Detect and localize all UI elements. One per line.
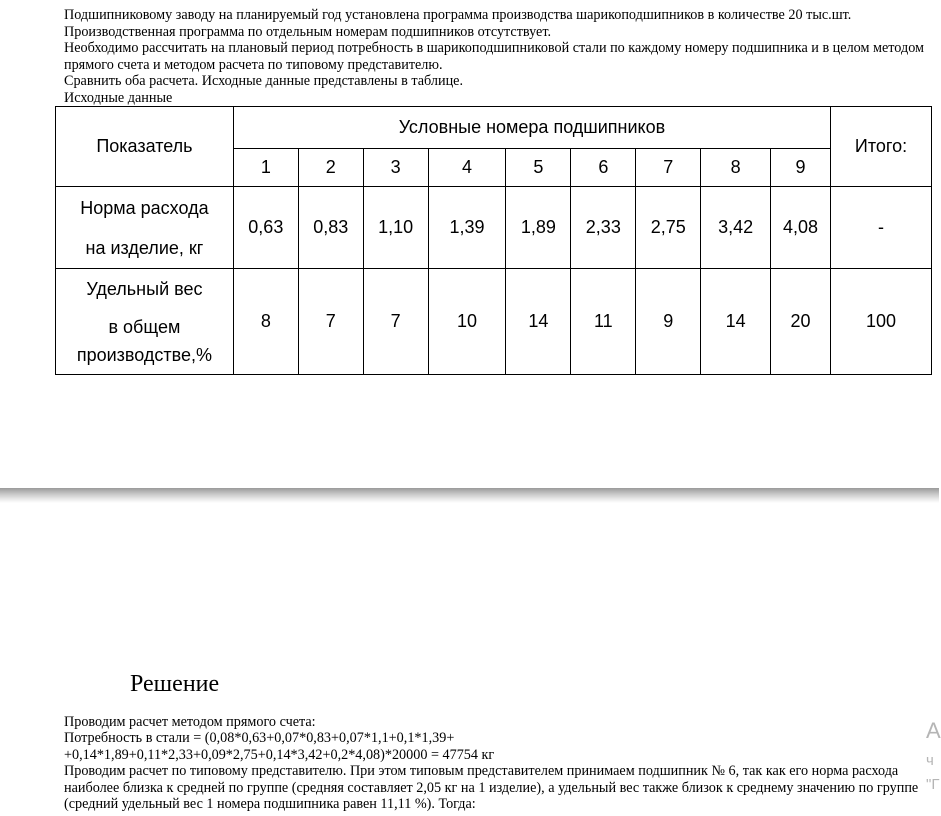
bearing-number: 1 (233, 149, 298, 187)
norm-value: 1,89 (506, 187, 571, 269)
norm-value: 2,33 (571, 187, 636, 269)
bearing-number: 9 (771, 149, 831, 187)
share-label-line: производстве,% (76, 344, 213, 365)
intro-line: Подшипниковому заводу на планируемый год установлена программа производства шарикоподшипников в количестве 20 тыс.шт. (64, 7, 852, 23)
share-value: 10 (428, 269, 506, 375)
share-value: 20 (771, 269, 831, 375)
source-data-table (55, 106, 932, 375)
solution-line: Потребность в стали = (0,08*0,63+0,07*0,83+0,07*1,1+0,1*1,39+ (64, 730, 455, 747)
table-row (56, 269, 932, 375)
table-header-row (56, 107, 932, 149)
norm-row-label (56, 187, 234, 269)
bearing-number: 7 (636, 149, 701, 187)
norm-value: 1,39 (428, 187, 506, 269)
norm-label-line: Норма расхода (80, 197, 209, 218)
intro-line: Производственная программа по отдельным номерам подшипников отсутствует. (64, 23, 552, 40)
solution-line: +0,14*1,89+0,11*2,33+0,09*2,75+0,14*3,42+0,2*4,08)*20000 = 47754 кг (64, 746, 495, 763)
bearing-number: 6 (571, 149, 636, 187)
solution-heading: Решение (130, 671, 220, 697)
share-value: 14 (701, 269, 771, 375)
share-label-line: Удельный вес (86, 278, 203, 299)
bearing-number: 2 (298, 149, 363, 187)
norm-value: 2,75 (636, 187, 701, 269)
norm-value: 0,83 (298, 187, 363, 269)
share-label-line: в общем (108, 316, 181, 337)
solution-paragraph: Проводим расчет по типовому представителю. При этом типовым представителем принимаем подшипник № 6, так как его норма расхода наиболее близка к средней по группе (средняя составляет 2,05 кг на 1 изделие), а удельный вес также близок к среднему значению по группе (средний удельный вес 1 номера подшипника равен 11,11 %). Тогда: (64, 763, 919, 813)
norm-total: - (831, 187, 932, 269)
side-text-fragment: "Г (926, 776, 940, 793)
norm-value: 3,42 (701, 187, 771, 269)
table-row (56, 187, 932, 269)
intro-line: Сравнить оба расчета. Исходные данные представлены в таблице. (64, 73, 464, 90)
problem-statement (64, 7, 924, 107)
side-text-fragment: ч (926, 752, 934, 769)
bearing-number: 3 (363, 149, 428, 187)
norm-value: 4,08 (771, 187, 831, 269)
share-value: 9 (636, 269, 701, 375)
norm-label-line: на изделие, кг (85, 237, 204, 258)
share-value: 7 (298, 269, 363, 375)
intro-line: Необходимо рассчитать на плановый период потребность в шарикоподшипниковой стали по каждому номеру подшипника и в целом методом прямого счета и методом расчета по типовому представителю. (64, 40, 924, 73)
page-separator (0, 488, 939, 503)
solution-text (64, 714, 924, 812)
norm-value: 1,10 (363, 187, 428, 269)
share-value: 7 (363, 269, 428, 375)
share-value: 8 (233, 269, 298, 375)
bearing-numbers-header: Условные номера подшипников (233, 107, 830, 149)
share-total: 100 (831, 269, 932, 375)
side-text-fragment: А (926, 718, 941, 743)
share-value: 14 (506, 269, 571, 375)
bearing-number: 4 (428, 149, 506, 187)
share-value: 11 (571, 269, 636, 375)
bearing-number: 8 (701, 149, 771, 187)
total-header: Итого: (831, 107, 932, 187)
share-row-label (56, 269, 234, 375)
solution-line: Проводим расчет методом прямого счета: (64, 714, 316, 730)
indicator-header: Показатель (56, 107, 234, 187)
table-caption: Исходные данные (64, 89, 173, 106)
norm-value: 0,63 (233, 187, 298, 269)
bearing-number: 5 (506, 149, 571, 187)
